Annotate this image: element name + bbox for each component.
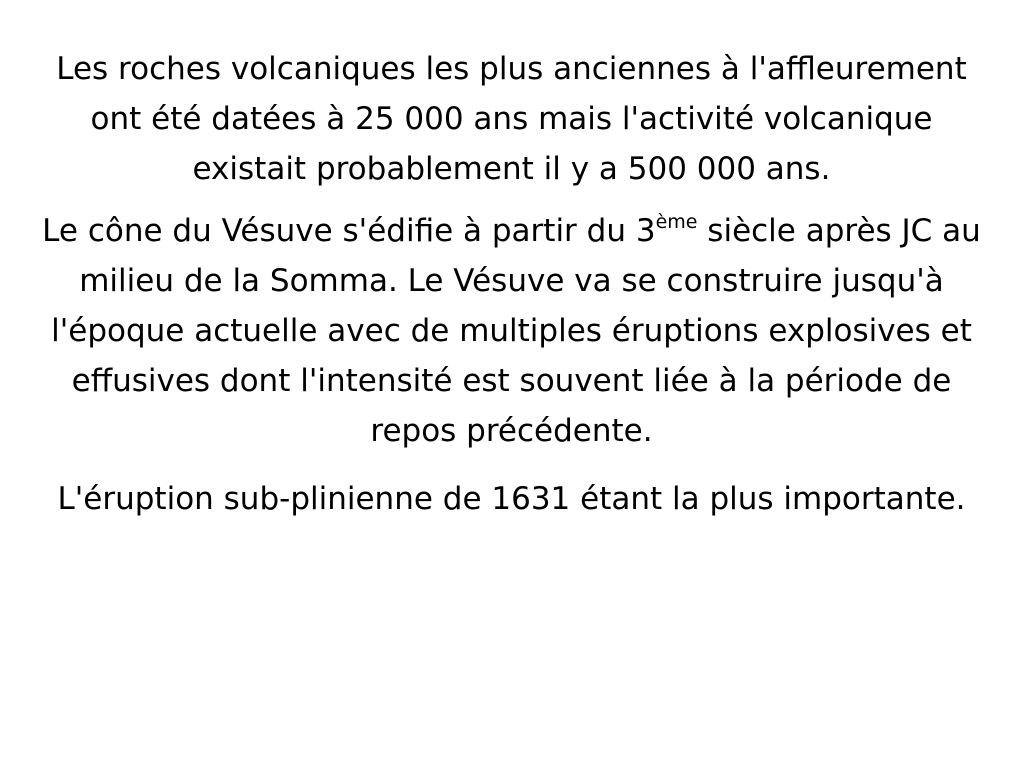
slide-body <box>40 44 983 536</box>
paragraph-vesuvius-cone <box>40 206 983 456</box>
paragraph-eruption-1631: L'éruption sub-plinienne de 1631 étant la plus importante. <box>57 481 966 517</box>
paragraph-vesuvius-cone-start: Le cône du Vésuve s'édifie à partir du 3 <box>42 213 656 249</box>
paragraph-vesuvius-cone-end: siècle après JC au milieu de la Somma. Le Vésuve va se construire jusqu'à l'époque actuelle avec de multiples éruptions explosives et effusives dont l'intensité est souvent liée à la période de repos précédente. <box>51 213 981 449</box>
paragraph-ancient-rocks: Les roches volcaniques les plus anciennes à l'affleurement ont été datées à 25 000 ans mais l'activité volcanique existait probablement il y a 500 000 ans. <box>56 51 967 187</box>
ordinal-superscript: ème <box>655 210 698 233</box>
